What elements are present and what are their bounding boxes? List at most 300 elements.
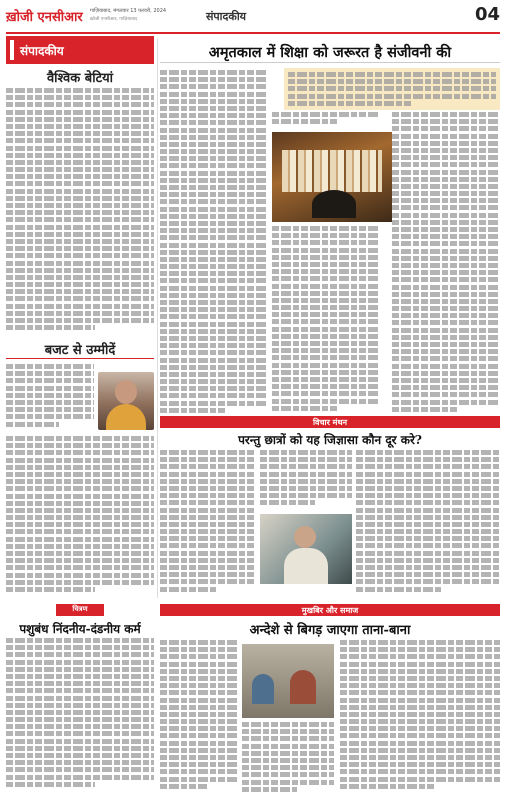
text-line xyxy=(160,228,268,233)
text-line xyxy=(6,160,154,165)
text-line xyxy=(160,508,256,513)
text-line xyxy=(6,422,59,427)
editorial-banner-label: संपादकीय xyxy=(20,44,64,58)
text-line xyxy=(160,156,268,161)
text-line xyxy=(356,536,500,541)
text-line xyxy=(356,565,500,570)
text-line xyxy=(340,762,500,767)
text-line xyxy=(392,198,500,203)
main-headline: अमृतकाल में शिक्षा को जरूरत है संजीवनी की xyxy=(208,44,452,61)
text-line xyxy=(340,777,500,782)
text-line xyxy=(6,386,94,391)
text-line xyxy=(6,246,154,251)
text-line xyxy=(160,712,238,717)
text-line xyxy=(356,479,500,484)
main-body-col1 xyxy=(160,70,268,420)
text-line xyxy=(272,284,380,289)
text-line xyxy=(6,472,154,477)
text-line xyxy=(160,683,238,688)
text-line xyxy=(392,220,500,225)
text-line xyxy=(6,565,154,570)
text-line xyxy=(160,640,238,645)
banner-bar xyxy=(10,40,14,60)
text-line xyxy=(340,690,500,695)
mukhbir-headline: अन्देशे से बिगड़ जाएगा ताना-बाना xyxy=(249,623,411,638)
text-line xyxy=(392,364,500,369)
text-line xyxy=(392,400,500,405)
text-line xyxy=(356,558,500,563)
text-line xyxy=(340,676,500,681)
books-photo xyxy=(272,132,392,222)
text-line xyxy=(6,501,154,506)
masthead xyxy=(6,4,500,34)
text-line xyxy=(288,94,496,99)
text-line xyxy=(340,748,500,753)
text-line xyxy=(6,587,95,592)
chitran-strip xyxy=(6,604,154,618)
text-line xyxy=(6,167,154,172)
text-line xyxy=(160,777,238,782)
budget-body-b xyxy=(6,436,154,598)
text-line xyxy=(260,464,352,469)
text-line xyxy=(392,249,500,254)
text-line xyxy=(160,300,268,305)
vichar-body-col2 xyxy=(260,450,352,510)
text-line xyxy=(6,537,154,542)
text-line xyxy=(6,110,154,115)
text-line xyxy=(160,92,268,97)
chitran-tag: चित्रण xyxy=(56,604,104,616)
text-line xyxy=(160,365,268,370)
text-line xyxy=(160,762,238,767)
vichar-body-col3 xyxy=(356,450,500,598)
text-line xyxy=(272,377,380,382)
text-line xyxy=(356,500,500,505)
text-line xyxy=(272,384,380,389)
text-line xyxy=(160,755,238,760)
text-line xyxy=(356,587,442,592)
text-line xyxy=(160,543,256,548)
text-line xyxy=(160,379,268,384)
text-line xyxy=(260,472,352,477)
text-line xyxy=(6,443,154,448)
text-line xyxy=(288,79,496,84)
text-line xyxy=(6,573,154,578)
text-line xyxy=(272,112,380,117)
text-line xyxy=(392,277,500,282)
text-line xyxy=(160,336,268,341)
text-line xyxy=(160,322,268,327)
mukhbir-body-col2 xyxy=(242,722,334,794)
text-line xyxy=(272,248,380,253)
text-line xyxy=(392,342,500,347)
text-line xyxy=(6,203,154,208)
text-line xyxy=(340,726,500,731)
text-line xyxy=(242,744,334,749)
text-line xyxy=(160,329,268,334)
text-line xyxy=(272,305,380,310)
text-line xyxy=(6,153,154,158)
text-line xyxy=(260,486,352,491)
text-line xyxy=(6,494,154,499)
text-line xyxy=(160,99,268,104)
text-line xyxy=(6,102,154,107)
text-line xyxy=(160,572,256,577)
text-line xyxy=(260,479,352,484)
text-line xyxy=(272,233,380,238)
text-line xyxy=(160,784,207,789)
text-line xyxy=(160,647,238,652)
text-line xyxy=(6,696,154,701)
text-line xyxy=(6,760,154,765)
text-line xyxy=(160,408,225,413)
text-line xyxy=(6,95,154,100)
text-line xyxy=(340,698,500,703)
text-line xyxy=(340,719,500,724)
minister-portrait xyxy=(98,372,154,430)
text-line xyxy=(160,343,268,348)
text-line xyxy=(160,479,256,484)
text-line xyxy=(6,225,154,230)
text-line xyxy=(6,667,154,672)
text-line xyxy=(288,86,496,91)
text-line xyxy=(160,741,238,746)
text-line xyxy=(6,753,154,758)
text-line xyxy=(6,450,154,455)
text-line xyxy=(392,306,500,311)
text-line xyxy=(160,522,256,527)
text-line xyxy=(272,298,380,303)
text-line xyxy=(392,184,500,189)
text-line xyxy=(160,221,268,226)
mukhbir-band xyxy=(160,604,500,616)
text-line xyxy=(160,192,268,197)
dateline: गाज़ियाबाद, मंगलवार 13 फरवरी, 2024 xyxy=(90,8,167,14)
text-line xyxy=(6,393,94,398)
text-line xyxy=(6,289,154,294)
text-line xyxy=(6,117,154,122)
text-line xyxy=(392,155,500,160)
text-line xyxy=(340,654,500,659)
text-line xyxy=(160,464,256,469)
text-line xyxy=(6,414,94,419)
text-line xyxy=(160,769,238,774)
text-line xyxy=(6,544,154,549)
text-line xyxy=(340,640,500,645)
text-line xyxy=(6,746,154,751)
text-line xyxy=(356,457,500,462)
text-line xyxy=(160,278,268,283)
text-line xyxy=(340,784,436,789)
text-line xyxy=(6,261,154,266)
text-line xyxy=(160,486,256,491)
text-line xyxy=(160,171,268,176)
text-line xyxy=(160,307,268,312)
text-line xyxy=(272,319,380,324)
text-line xyxy=(6,318,154,323)
budget-rule xyxy=(6,358,154,359)
text-line xyxy=(160,500,256,505)
chitran-headline: पशुबंध निंदनीय-दंडनीय कर्म xyxy=(19,622,141,636)
text-line xyxy=(392,335,500,340)
text-line xyxy=(6,775,154,780)
text-line xyxy=(392,234,500,239)
text-line xyxy=(6,717,154,722)
text-line xyxy=(6,681,154,686)
text-line xyxy=(160,257,268,262)
text-line xyxy=(160,163,268,168)
text-line xyxy=(160,293,268,298)
text-line xyxy=(392,349,500,354)
text-line xyxy=(160,271,268,276)
editorial-body xyxy=(6,88,154,334)
text-line xyxy=(160,178,268,183)
text-line xyxy=(242,758,334,763)
text-line xyxy=(392,134,500,139)
text-line xyxy=(160,579,256,584)
text-line xyxy=(6,131,154,136)
text-line xyxy=(6,146,154,151)
main-rule xyxy=(160,62,500,63)
text-line xyxy=(272,399,380,404)
text-line xyxy=(340,705,500,710)
text-line xyxy=(6,275,154,280)
text-line xyxy=(260,493,352,498)
text-line xyxy=(6,515,154,520)
brand-logo: ख़ोजी एनसीआर xyxy=(6,10,83,25)
text-line xyxy=(160,314,268,319)
main-body-col2-lower xyxy=(272,226,380,420)
text-line xyxy=(340,769,500,774)
text-line xyxy=(160,149,268,154)
text-line xyxy=(340,755,500,760)
text-line xyxy=(242,751,334,756)
text-line xyxy=(392,285,500,290)
text-line xyxy=(392,385,500,390)
text-line xyxy=(272,406,337,411)
text-line xyxy=(242,772,334,777)
text-line xyxy=(272,255,380,260)
classroom-photo xyxy=(242,644,334,718)
dateline-secondary: ख़ोजी एनसीआर, गाज़ियाबाद xyxy=(90,17,138,22)
text-line xyxy=(6,400,94,405)
text-line xyxy=(6,486,154,491)
text-line xyxy=(272,363,380,368)
text-line xyxy=(160,70,268,75)
text-line xyxy=(6,710,154,715)
text-line xyxy=(6,407,94,412)
text-line xyxy=(6,645,154,650)
text-line xyxy=(6,88,154,93)
text-line xyxy=(6,325,95,330)
text-line xyxy=(392,112,500,117)
text-line xyxy=(392,313,500,318)
text-line xyxy=(6,217,154,222)
text-line xyxy=(392,292,500,297)
text-line xyxy=(160,726,238,731)
vichar-body-col1 xyxy=(160,450,256,598)
text-line xyxy=(356,529,500,534)
text-line xyxy=(6,465,154,470)
text-line xyxy=(160,719,238,724)
text-line xyxy=(160,120,268,125)
text-line xyxy=(340,712,500,717)
text-line xyxy=(392,299,500,304)
text-line xyxy=(6,282,154,287)
text-line xyxy=(356,579,500,584)
text-line xyxy=(160,676,238,681)
text-line xyxy=(6,189,154,194)
text-line xyxy=(288,72,496,77)
text-line xyxy=(160,401,268,406)
text-line xyxy=(242,736,334,741)
text-line xyxy=(6,364,94,369)
text-line xyxy=(160,654,238,659)
text-line xyxy=(6,311,154,316)
text-line xyxy=(6,253,154,258)
text-line xyxy=(160,250,268,255)
mukhbir-body-col1 xyxy=(160,640,238,794)
text-line xyxy=(392,378,500,383)
text-line xyxy=(160,372,268,377)
text-line xyxy=(160,515,256,520)
text-line xyxy=(6,767,154,772)
text-line xyxy=(160,450,256,455)
main-body-col3 xyxy=(392,112,500,420)
text-line xyxy=(6,479,154,484)
text-line xyxy=(160,235,268,240)
text-line xyxy=(160,558,256,563)
text-line xyxy=(6,558,154,563)
text-line xyxy=(392,126,500,131)
text-line xyxy=(272,355,380,360)
text-line xyxy=(160,264,268,269)
text-line xyxy=(6,232,154,237)
text-line xyxy=(272,119,337,124)
text-line xyxy=(160,698,238,703)
text-line xyxy=(272,370,380,375)
mukhbir-body-col3 xyxy=(340,640,500,794)
text-line xyxy=(6,522,154,527)
budget-headline: बजट से उम्मीदें xyxy=(44,343,116,358)
text-line xyxy=(356,508,500,513)
text-line xyxy=(160,457,256,462)
text-line xyxy=(242,722,334,727)
text-line xyxy=(392,191,500,196)
text-line xyxy=(160,748,238,753)
text-line xyxy=(392,371,500,376)
text-line xyxy=(6,138,154,143)
text-line xyxy=(6,580,154,585)
text-line xyxy=(6,782,95,787)
text-line xyxy=(272,341,380,346)
text-line xyxy=(288,101,413,106)
text-line xyxy=(272,276,380,281)
text-line xyxy=(340,733,500,738)
text-line xyxy=(160,207,268,212)
text-line xyxy=(160,106,268,111)
text-line xyxy=(160,536,256,541)
text-line xyxy=(160,393,268,398)
text-line xyxy=(160,199,268,204)
vichar-band-label: विचार मंथन xyxy=(312,418,348,427)
text-line xyxy=(392,356,500,361)
text-line xyxy=(6,268,154,273)
text-line xyxy=(392,148,500,153)
text-line xyxy=(340,647,500,652)
text-line xyxy=(272,391,380,396)
text-line xyxy=(242,765,334,770)
mukhbir-band-label: मुखबिर और समाज xyxy=(301,606,359,615)
text-line xyxy=(6,296,154,301)
text-line xyxy=(160,551,256,556)
text-line xyxy=(160,565,256,570)
text-line xyxy=(356,464,500,469)
text-line xyxy=(272,240,380,245)
text-line xyxy=(392,241,500,246)
text-line xyxy=(392,256,500,261)
text-line xyxy=(160,386,268,391)
text-line xyxy=(272,262,380,267)
vichar-band xyxy=(160,416,500,428)
text-line xyxy=(272,334,380,339)
text-line xyxy=(272,348,380,353)
text-line xyxy=(356,522,500,527)
text-line xyxy=(356,450,500,455)
text-line xyxy=(392,162,500,167)
text-line xyxy=(392,320,500,325)
text-line xyxy=(160,690,238,695)
text-line xyxy=(6,724,154,729)
budget-body-a xyxy=(6,364,94,434)
text-line xyxy=(392,177,500,182)
text-line xyxy=(6,703,154,708)
text-line xyxy=(340,669,500,674)
text-line xyxy=(160,493,256,498)
text-line xyxy=(272,226,380,231)
text-line xyxy=(356,472,500,477)
text-line xyxy=(6,688,154,693)
text-line xyxy=(160,662,238,667)
text-line xyxy=(160,705,238,710)
editorial-banner xyxy=(6,36,154,64)
text-line xyxy=(6,239,154,244)
main-body-col2 xyxy=(272,112,380,130)
text-line xyxy=(160,587,218,592)
chitran-body xyxy=(6,638,154,794)
text-line xyxy=(6,378,94,383)
vichar-headline: परन्तु छात्रों को यह जिज्ञासा कौन दूर करे? xyxy=(238,433,422,447)
text-line xyxy=(6,124,154,129)
text-line xyxy=(260,500,315,505)
text-line xyxy=(392,392,500,397)
text-line xyxy=(160,135,268,140)
text-line xyxy=(160,529,256,534)
text-line xyxy=(160,286,268,291)
text-line xyxy=(260,450,352,455)
text-line xyxy=(6,371,94,376)
text-line xyxy=(160,472,256,477)
text-line xyxy=(392,170,500,175)
text-line xyxy=(6,739,154,744)
text-line xyxy=(242,729,334,734)
column-rule xyxy=(157,38,158,598)
main-intro-text xyxy=(288,72,496,110)
text-line xyxy=(6,529,154,534)
text-line xyxy=(160,84,268,89)
text-line xyxy=(160,214,268,219)
text-line xyxy=(160,350,268,355)
